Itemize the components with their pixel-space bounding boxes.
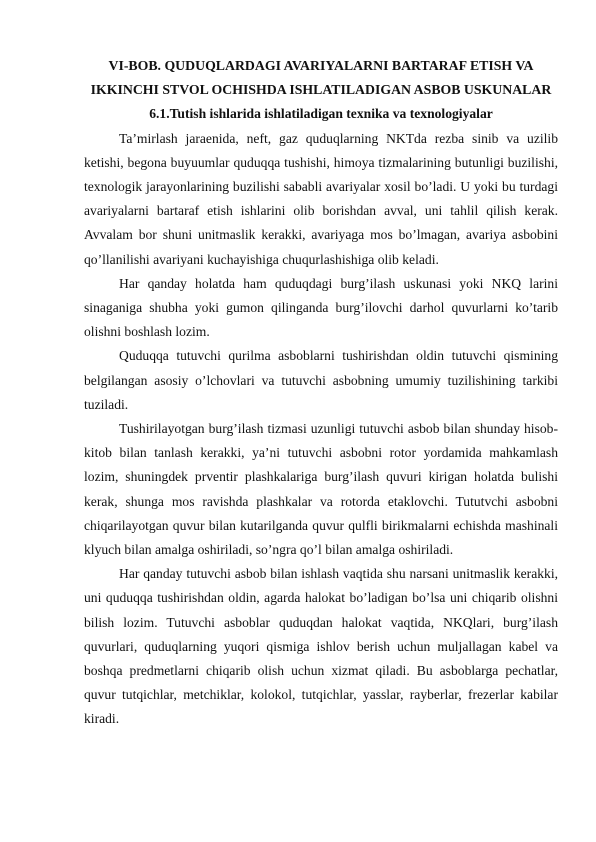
paragraph: Har qanday holatda ham quduqdagi burg’ilash uskunasi yoki NKQ larini sinaganiga shubha yoki gumon qilinganda burg’ilovchi darhol quvurlarni ko’tarib olishni boshlash lozim. [84, 275, 558, 340]
section-title: 6.1.Tutish ishlarida ishlatiladigan texnika va texnologiyalar [149, 106, 493, 122]
document-page [84, 54, 558, 732]
paragraph: Quduqqa tutuvchi qurilma asboblarni tushirishdan oldin tutuvchi qismining belgilangan asosiy o’lchovlari va tutuvchi asbobning umumiy tuzilishining tarkibi tuziladi. [84, 348, 558, 412]
paragraph: Ta’mirlash jaraenida, neft, gaz quduqlarning NKTda rezba sinib va uzilib ketishi, begona buyuumlar quduqqa tushishi, himoya tizmalarining butunligi buzilishi, texnologik jarayonlarining buzilishi sababli avariyalar xosil bo’ladi. U yoki bu turdagi avariyalarni bartaraf etish ishlarini olib borishdan avval, uni tahlil qilish kerak. Avvalam bor shuni unitmaslik kerakki, avariyaga mos bo’lmagan, avariya asbobini qo’llanilishi avariyani kuchayishiga chuqurlashishiga olib keladi. [84, 130, 558, 267]
paragraph: Har qanday tutuvchi asbob bilan ishlash vaqtida shu narsani unitmaslik kerakki, uni quduqqa tushirishdan oldin, agarda halokat bo’ladigan bo’lsa uni chiqarib olishni bilish lozim. Tutuvchi asboblar quduqdan halokat vaqtida, NKQlari, burg’ilash quvurlari, quduqlarning yuqori qismiga ishlov berish uchun muljallagan kabel va boshqa predmetlarni chiqarib olish uchun xizmat qiladi. Bu asboblarga pechatlar, quvur tutqichlar, metchiklar, kolokol, tutqichlar, yasslar, rayberlar, frezerlar kabilar kiradi. [84, 566, 558, 727]
chapter-title: VI-BOB. QUDUQLARDAGI AVARIYALARNI BARTARAF ETISH VA IKKINCHI STVOL OCHISHDA ISHLATILADIGAN ASBOB USKUNALAR [90, 58, 552, 98]
paragraph: Tushirilayotgan burg’ilash tizmasi uzunligi tutuvchi asbob bilan shunday hisob-kitob bilan tanlash kerakki, ya’ni tutuvchi asbobni rotor yordamida mahkamlash lozim, shuningdek prventir plashkalariga burg’ilash quvuri kirigan holatda bulishi kerak, shunga mos ravishda plashkalar va rotorda etaklovchi. Tututvchi asbobni chiqarilayotgan quvur bilan kutarilganda quvur qulfli birikmalarni echishda mashinali klyuch bilan amalga oshiriladi, so’ngra qo’l bilan amalga oshiriladi. [84, 421, 558, 558]
